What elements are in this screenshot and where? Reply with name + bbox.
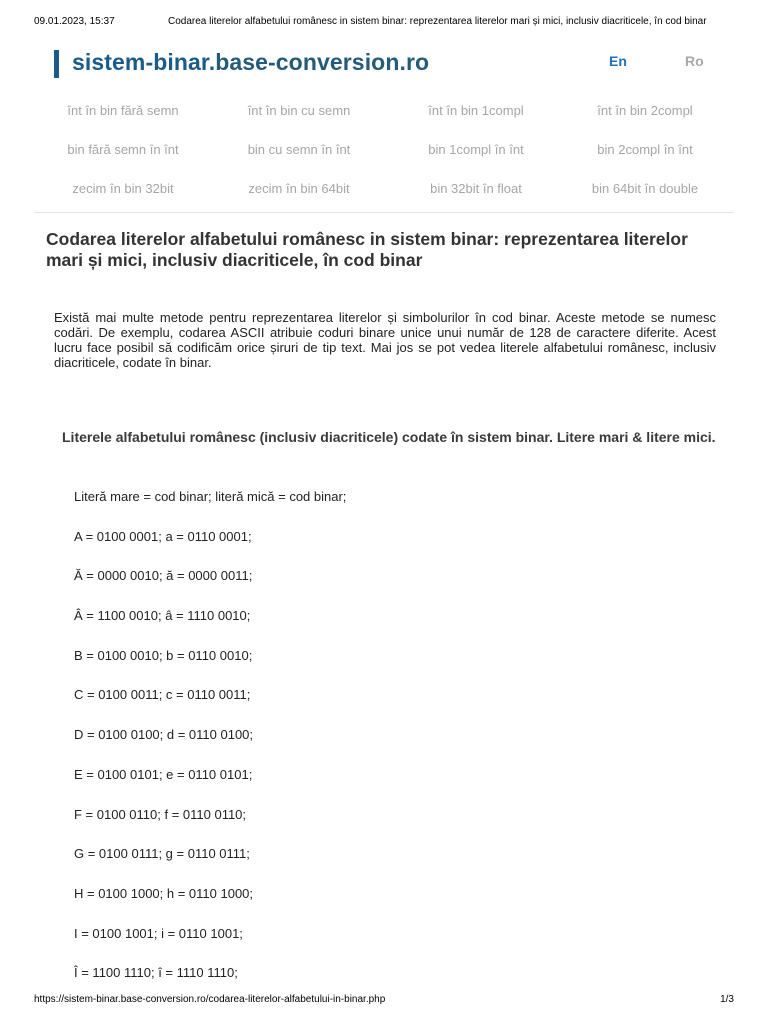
list-item: H = 0100 1000; h = 0110 1000;: [74, 885, 254, 901]
print-header: [34, 16, 728, 30]
print-datetime: 09.01.2023, 15:37: [34, 16, 115, 27]
nav-row-3: [38, 174, 738, 213]
nav-link-dec-to-bin-64bit[interactable]: zecim în bin 64bit: [248, 181, 350, 196]
header-divider: [34, 212, 734, 213]
list-item: F = 0100 0110; f = 0110 0110;: [74, 806, 247, 822]
nav-link-bin-signed-to-int[interactable]: bin cu semn în înt: [247, 142, 351, 157]
list-item: I = 0100 1001; i = 0110 1001;: [74, 925, 243, 941]
print-footer: [34, 994, 734, 1008]
article-title: Codarea literelor alfabetului românesc in sistem binar: reprezentarea literelor mari și mici, inclusiv diacriticele, în cod binar: [46, 229, 688, 270]
nav-link-dec-to-bin-32bit[interactable]: zecim în bin 32bit: [72, 181, 174, 196]
list-item: E = 0100 0101; e = 0110 0101;: [74, 766, 253, 782]
language-ro-link[interactable]: Ro: [685, 53, 704, 69]
nav-link-bin-unsigned-to-int[interactable]: bin fără semn în înt: [67, 142, 179, 157]
list-item: Î = 1100 1110; î = 1110 1110;: [74, 965, 238, 981]
site-logo[interactable]: [72, 49, 429, 76]
logo-part-1: sistem-binar: [72, 49, 209, 75]
nav-row-2: [38, 135, 738, 174]
logo-accent-bar: [54, 50, 59, 78]
print-page-title: Codarea literelor alfabetului românesc in sistem binar: reprezentarea literelor mari și mici, inclusiv diacriticele, în cod binar: [168, 16, 707, 27]
nav-link-bin-32bit-to-float[interactable]: bin 32bit în float: [430, 181, 522, 196]
nav-link-int-to-bin-signed[interactable]: înt în bin cu semn: [247, 103, 351, 118]
nav-link-bin-64bit-to-double[interactable]: bin 64bit în double: [591, 181, 699, 196]
list-item: A = 0100 0001; a = 0110 0001;: [74, 528, 252, 544]
list-item: B = 0100 0010; b = 0110 0010;: [74, 647, 253, 663]
print-page-number: 1/3: [720, 994, 734, 1005]
list-item: D = 0100 0100; d = 0110 0100;: [74, 727, 254, 743]
list-item: G = 0100 0111; g = 0110 0111;: [74, 846, 250, 862]
nav-link-int-to-bin-1compl[interactable]: înt în bin 1compl: [428, 103, 524, 118]
nav-row-1: [38, 96, 738, 135]
nav-link-bin-1compl-to-int[interactable]: bin 1compl în înt: [428, 142, 524, 157]
list-item: C = 0100 0011; c = 0110 0011;: [74, 687, 251, 703]
nav-link-int-to-bin-2compl[interactable]: înt în bin 2compl: [597, 103, 693, 118]
logo-part-2: .base-conversion.ro: [208, 49, 430, 75]
nav-link-bin-2compl-to-int[interactable]: bin 2compl în înt: [597, 142, 693, 157]
letter-code-list: [74, 489, 714, 1005]
print-url: https://sistem-binar.base-conversion.ro/codarea-literelor-alfabetului-in-binar.php: [34, 994, 386, 1005]
list-item: Literă mare = cod binar; literă mică = cod binar;: [74, 489, 347, 504]
article-intro: Există mai multe metode pentru reprezentarea literelor și simbolurilor în cod binar. Aceste metode se numesc codări. De exemplu, codarea ASCII atribuie coduri binare unice unui număr de 128 de caractere diferite. Acest lucru face posibil să codificăm orice șiruri de tip text. Mai jos se pot vedea literele alfabetului românesc, inclusiv diacriticele, codate în binar.: [54, 310, 716, 370]
list-item: Â = 1100 0010; â = 1110 0010;: [74, 608, 251, 624]
nav-link-int-to-bin-unsigned[interactable]: înt în bin fără semn: [67, 103, 179, 118]
list-item: Ă = 0000 0010; ă = 0000 0011;: [74, 568, 253, 584]
converter-nav: [38, 96, 738, 213]
section-heading: Literele alfabetului românesc (inclusiv diacriticele) codate în sistem binar. Litere mari & litere mici.: [62, 429, 716, 445]
language-en-link[interactable]: En: [609, 53, 627, 69]
